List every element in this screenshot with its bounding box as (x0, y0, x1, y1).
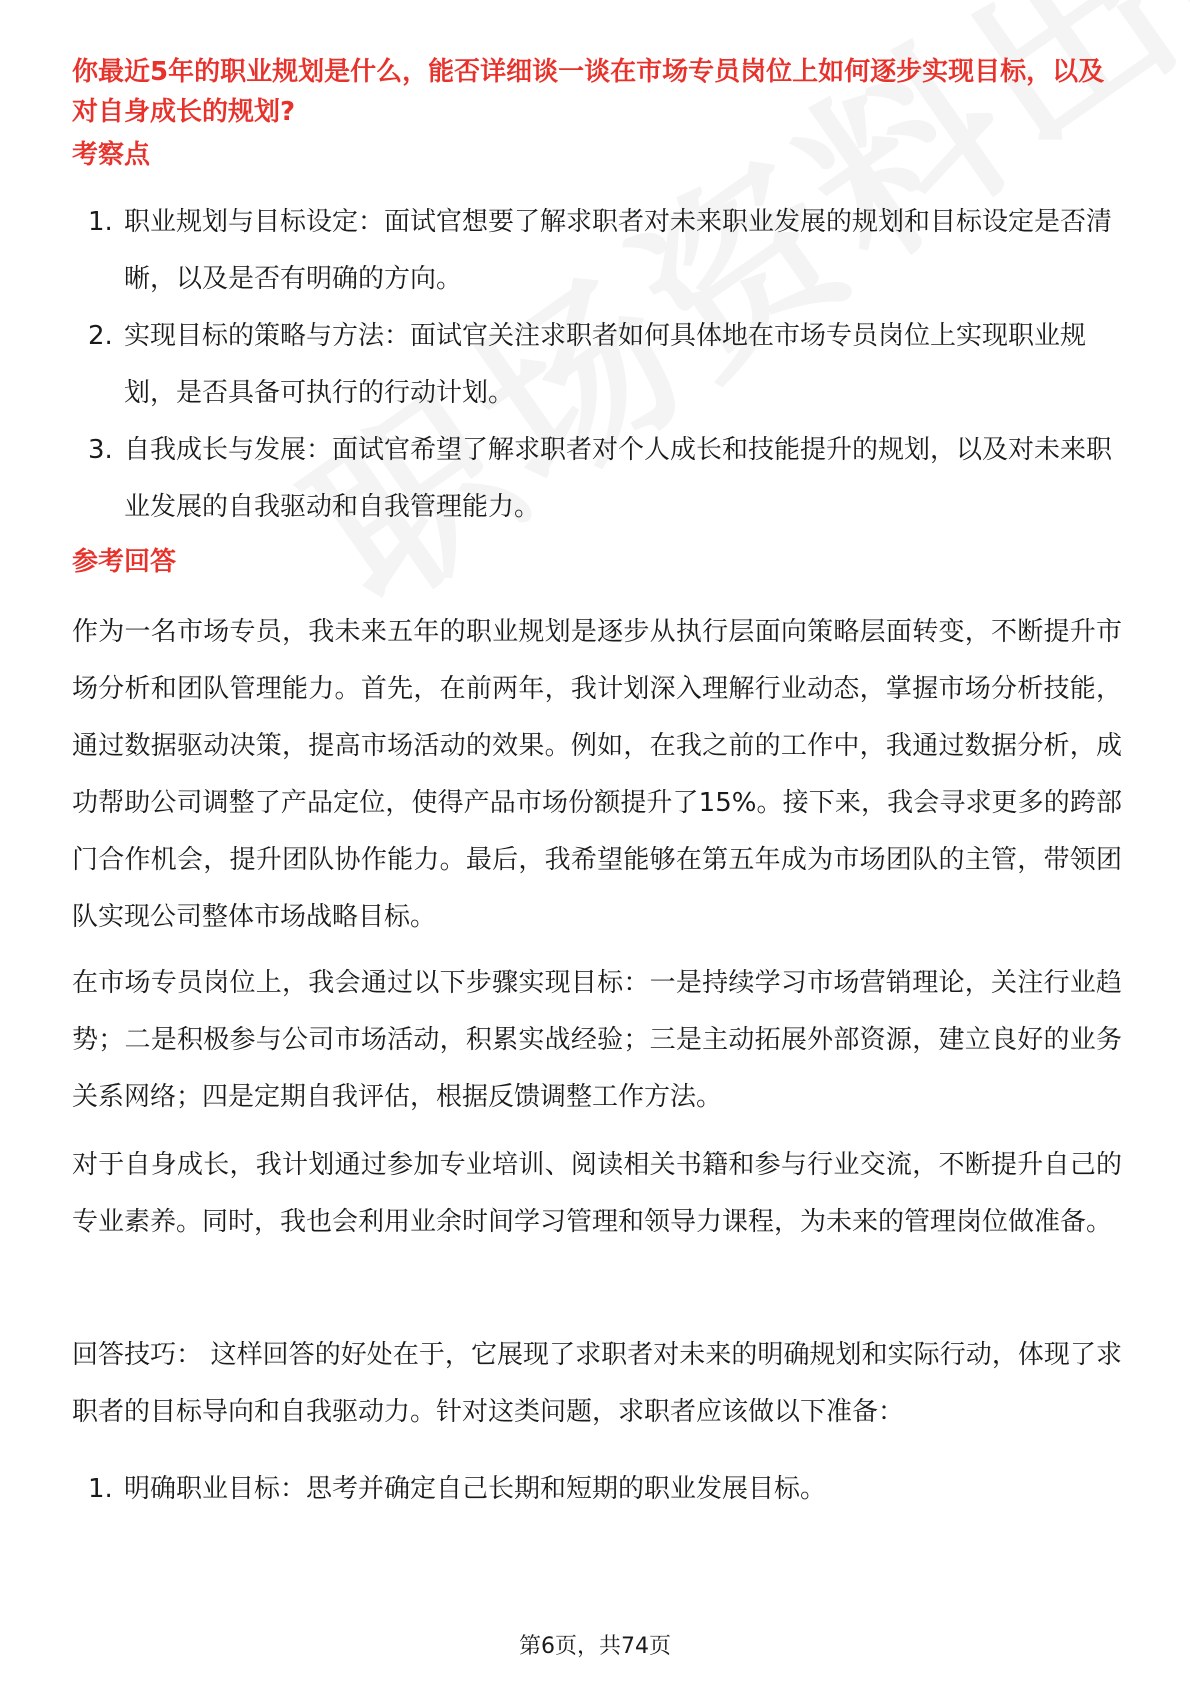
list-item (72, 194, 1122, 308)
list-item-text: 自我成长与发展：面试官希望了解求职者对个人成长和技能提升的规划，以及对未来职业发展的自我驱动和自我管理能力。 (124, 435, 1113, 522)
answer-paragraph: 作为一名市场专员，我未来五年的职业规划是逐步从执行层面向策略层面转变，不断提升市场分析和团队管理能力。首先，在前两年，我计划深入理解行业动态，掌握市场分析技能，通过数据驱动决策，提高市场活动的效果。例如，在我之前的工作中，我通过数据分析，成功帮助公司调整了产品定位，使得产品市场份额提升了15%。接下来，我会寻求更多的跨部门合作机会，提升团队协作能力。最后，我希望能够在第五年成为市场团队的主管，带领团队实现公司整体市场战略目标。 (72, 617, 1122, 932)
examination-points-list (72, 194, 1122, 536)
section-heading-examination-points: 考察点 (72, 140, 151, 170)
list-item-text: 实现目标的策略与方法：面试官关注求职者如何具体地在市场专员岗位上实现职业规划，是否具备可执行的行动计划。 (124, 321, 1087, 408)
list-item-text: 明确职业目标：思考并确定自己长期和短期的职业发展目标。 (124, 1474, 827, 1504)
list-item-number: 2. (88, 321, 113, 351)
list-item (72, 422, 1122, 536)
section-heading-reference-answer: 参考回答 (72, 547, 177, 577)
list-item (72, 1461, 1122, 1518)
list-item-number: 3. (88, 435, 113, 465)
answer-paragraph: 在市场专员岗位上，我会通过以下步骤实现目标：一是持续学习市场营销理论，关注行业趋势；二是积极参与公司市场活动，积累实战经验；三是主动拓展外部资源，建立良好的业务关系网络；四是定期自我评估，根据反馈调整工作方法。 (72, 968, 1122, 1112)
list-item-number: 1. (88, 207, 113, 237)
list-item (72, 308, 1122, 422)
preparation-list (72, 1461, 1122, 1518)
list-item-text: 职业规划与目标设定：面试官想要了解求职者对未来职业发展的规划和目标设定是否清晰，以及是否有明确的方向。 (124, 207, 1113, 294)
page-footer: 第6页，共74页 (519, 1634, 671, 1659)
answer-paragraph: 对于自身成长，我计划通过参加专业培训、阅读相关书籍和参与行业交流，不断提升自己的专业素养。同时，我也会利用业余时间学习管理和领导力课程，为未来的管理岗位做准备。 (72, 1150, 1122, 1237)
answer-tips-paragraph: 回答技巧： 这样回答的好处在于，它展现了求职者对未来的明确规划和实际行动，体现了求职者的目标导向和自我驱动力。针对这类问题，求职者应该做以下准备： (72, 1340, 1122, 1427)
question-title: 你最近5年的职业规划是什么，能否详细谈一谈在市场专员岗位上如何逐步实现目标，以及对自身成长的规划? (72, 57, 1105, 127)
list-item-number: 1. (88, 1474, 113, 1504)
